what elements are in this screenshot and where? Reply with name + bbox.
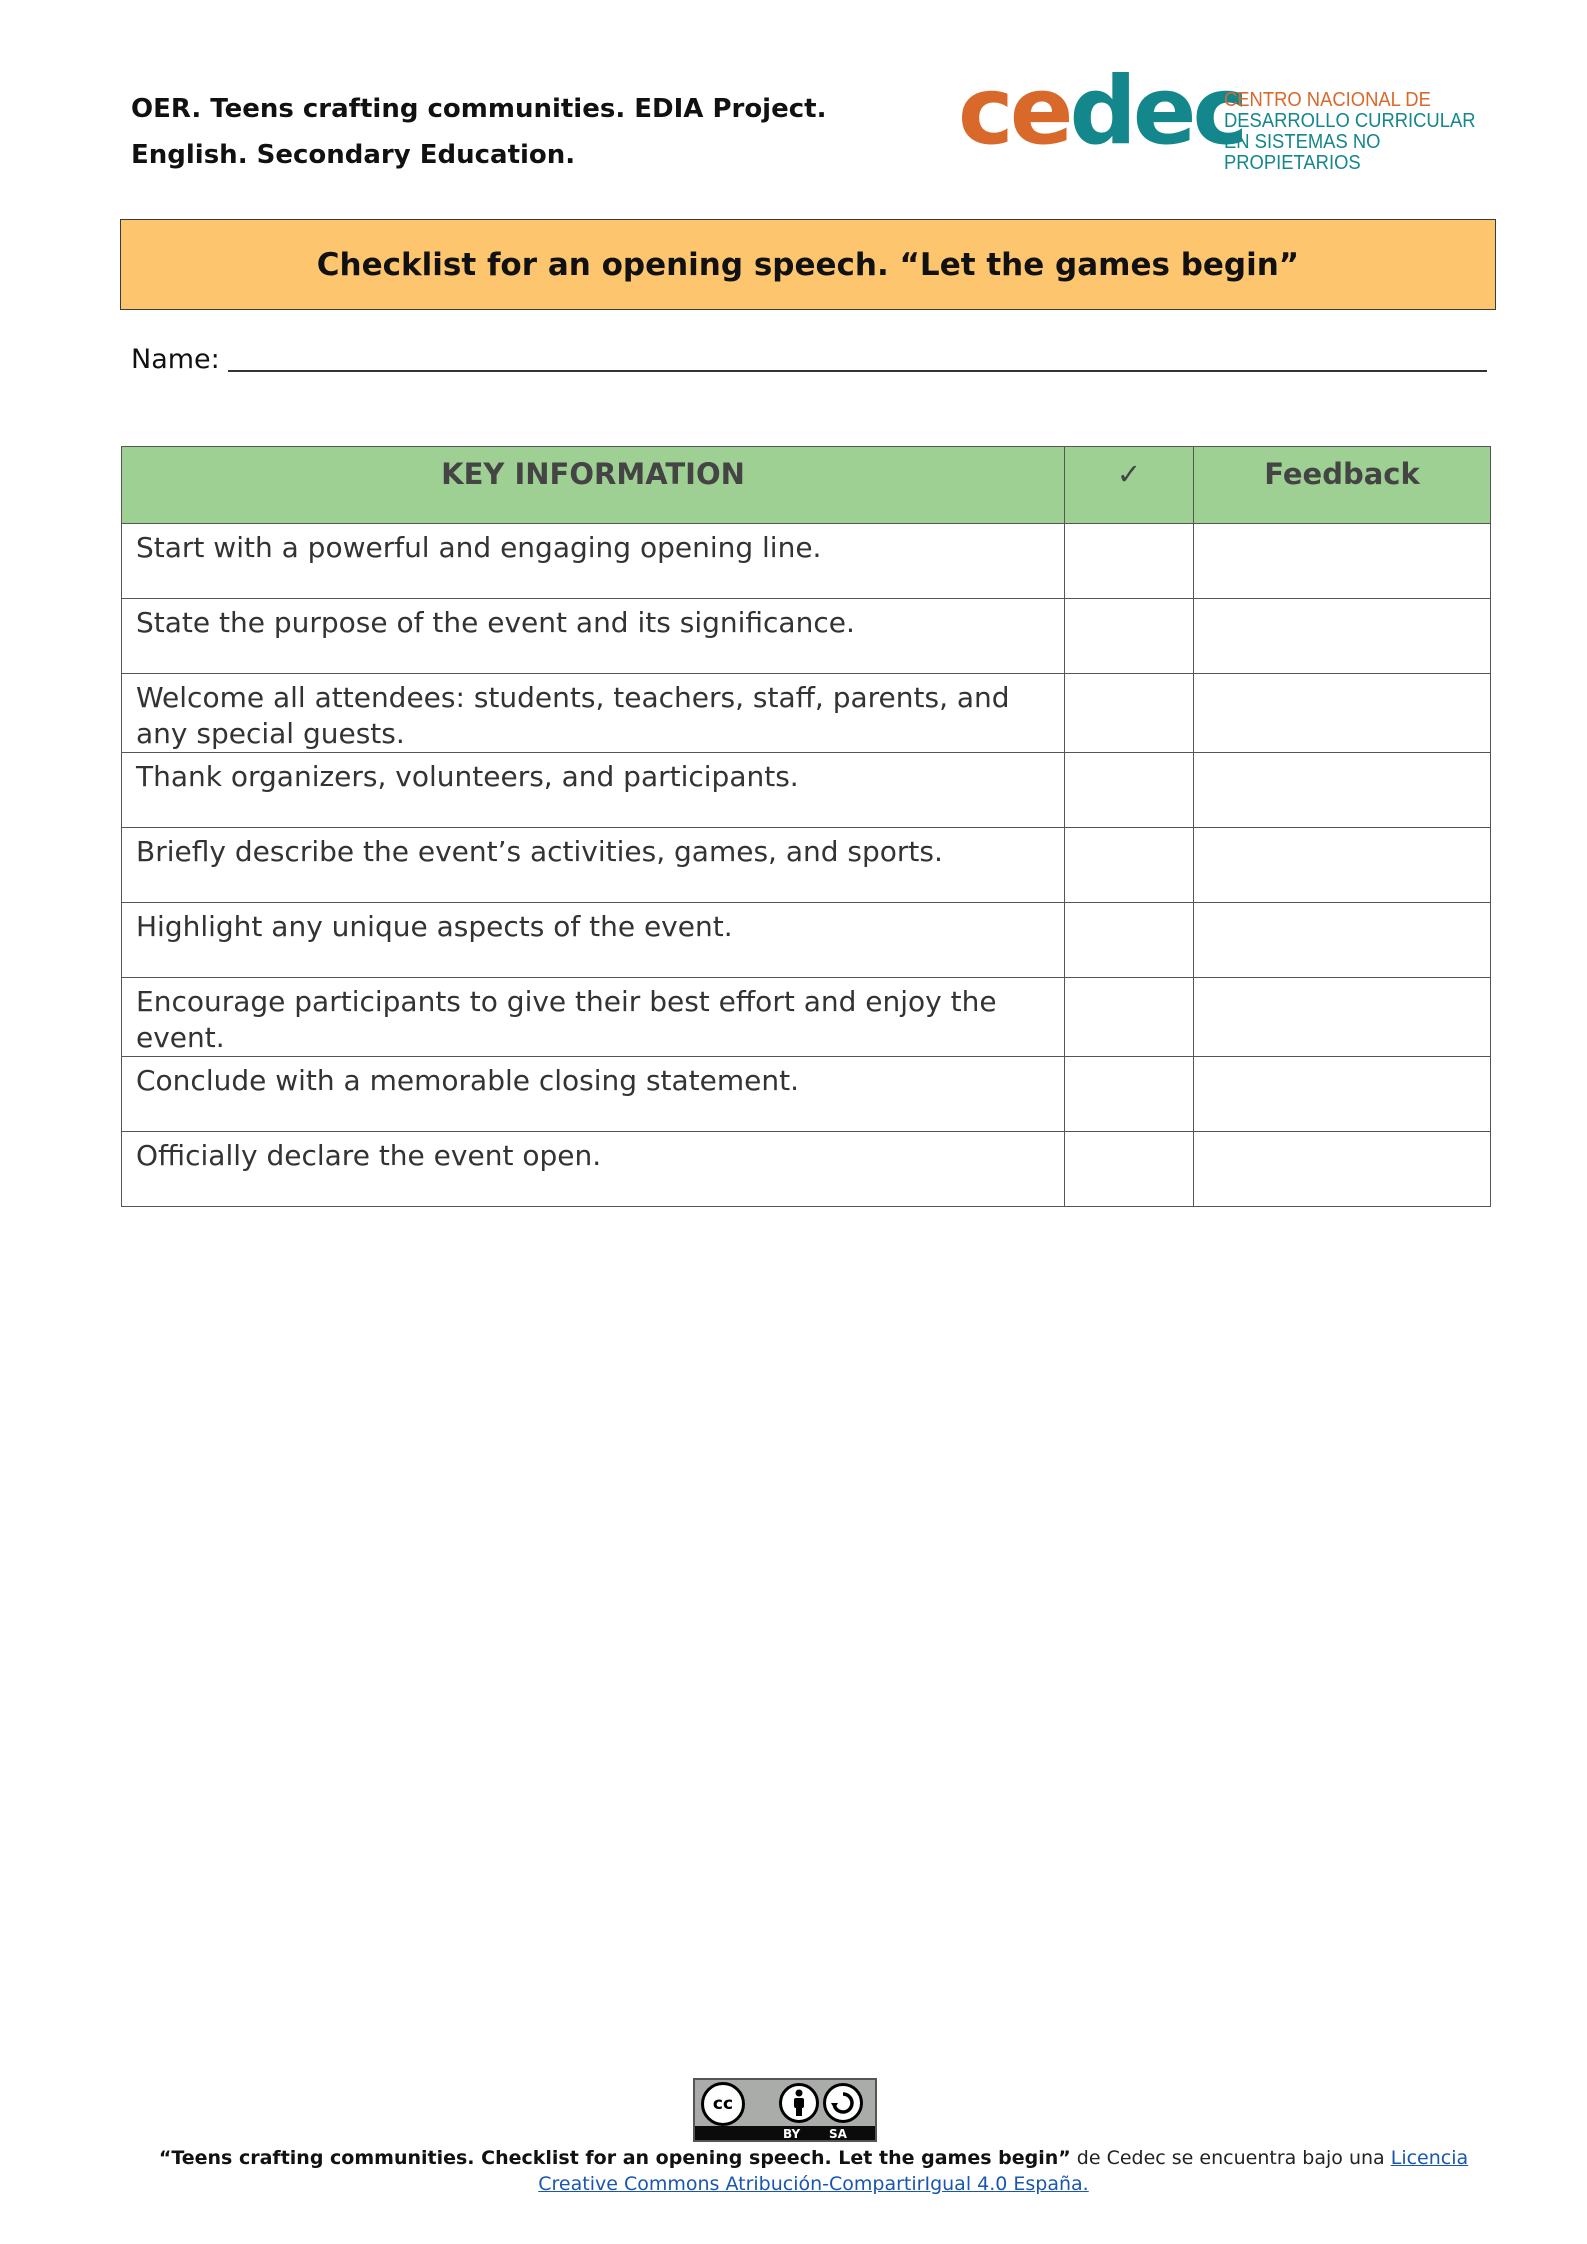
attribution-icon — [779, 2083, 819, 2123]
header-line-project: OER. Teens crafting communities. EDIA Project. — [131, 94, 827, 124]
feedback-cell[interactable] — [1194, 1057, 1491, 1132]
logo-sub-line1: CENTRO NACIONAL DE — [1224, 89, 1431, 111]
key-information-cell: Highlight any unique aspects of the event. — [122, 903, 1065, 978]
cc-icon: cc — [701, 2082, 745, 2126]
feedback-cell[interactable] — [1194, 828, 1491, 903]
feedback-cell[interactable] — [1194, 978, 1491, 1057]
check-cell[interactable] — [1065, 524, 1194, 599]
cedec-logo — [958, 57, 1518, 174]
table-row — [122, 1057, 1491, 1132]
table-row — [122, 674, 1491, 753]
key-information-cell: Briefly describe the event’s activities, games, and sports. — [122, 828, 1065, 903]
page-title: Checklist for an opening speech. “Let the games begin” — [316, 246, 1300, 283]
table-row — [122, 903, 1491, 978]
key-information-cell: Officially declare the event open. — [122, 1132, 1065, 1207]
license-footer — [140, 2145, 1487, 2197]
key-information-cell: Encourage participants to give their best effort and enjoy the event. — [122, 978, 1065, 1057]
feedback-cell[interactable] — [1194, 1132, 1491, 1207]
footer-work-title: “Teens crafting communities. Checklist for an opening speech. Let the games begin” — [158, 2147, 1071, 2169]
header-key-information: KEY INFORMATION — [122, 447, 1065, 524]
name-label: Name: — [131, 344, 220, 375]
logo-word-part2: dec — [1069, 57, 1245, 166]
table-row — [122, 599, 1491, 674]
name-underline[interactable] — [228, 340, 1487, 372]
cedec-logo-subtitle — [1224, 90, 1494, 174]
feedback-cell[interactable] — [1194, 903, 1491, 978]
feedback-cell[interactable] — [1194, 753, 1491, 828]
document-header — [131, 86, 826, 178]
name-field[interactable] — [131, 340, 1487, 375]
feedback-cell[interactable] — [1194, 599, 1491, 674]
cedec-logo-wordmark — [958, 57, 1245, 166]
key-information-cell: Conclude with a memorable closing statement. — [122, 1057, 1065, 1132]
title-banner — [120, 219, 1496, 310]
logo-sub-line3: EN SISTEMAS NO PROPIETARIOS — [1224, 131, 1381, 174]
header-line-subject: English. Secondary Education. — [131, 140, 576, 170]
license-link[interactable]: Licencia Creative Commons Atribución-CompartirIgual 4.0 España. — [538, 2147, 1469, 2195]
key-information-cell: Start with a powerful and engaging opening line. — [122, 524, 1065, 599]
logo-sub-line2: DESARROLLO CURRICULAR — [1224, 110, 1476, 132]
table-header-row — [122, 447, 1491, 524]
footer-middle-text: de Cedec se encuentra bajo una — [1070, 2147, 1391, 2169]
checkmark-icon: ✓ — [1065, 447, 1194, 524]
key-information-cell: State the purpose of the event and its significance. — [122, 599, 1065, 674]
logo-word-part1: ce — [958, 57, 1070, 166]
check-cell[interactable] — [1065, 978, 1194, 1057]
by-label: BY — [783, 2127, 801, 2141]
check-cell[interactable] — [1065, 903, 1194, 978]
key-information-cell: Welcome all attendees: students, teachers, staff, parents, and any special guests. — [122, 674, 1065, 753]
feedback-cell[interactable] — [1194, 524, 1491, 599]
check-cell[interactable] — [1065, 599, 1194, 674]
cc-by-sa-license-badge[interactable] — [693, 2078, 877, 2142]
table-row — [122, 978, 1491, 1057]
check-cell[interactable] — [1065, 674, 1194, 753]
sa-label: SA — [829, 2127, 847, 2141]
key-information-cell: Thank organizers, volunteers, and participants. — [122, 753, 1065, 828]
header-feedback: Feedback — [1194, 447, 1491, 524]
feedback-cell[interactable] — [1194, 674, 1491, 753]
checklist-table — [121, 446, 1491, 1207]
check-cell[interactable] — [1065, 1132, 1194, 1207]
table-row — [122, 828, 1491, 903]
table-row — [122, 1132, 1491, 1207]
share-alike-icon — [823, 2083, 863, 2123]
table-row — [122, 753, 1491, 828]
check-cell[interactable] — [1065, 1057, 1194, 1132]
check-cell[interactable] — [1065, 828, 1194, 903]
check-cell[interactable] — [1065, 753, 1194, 828]
table-row — [122, 524, 1491, 599]
